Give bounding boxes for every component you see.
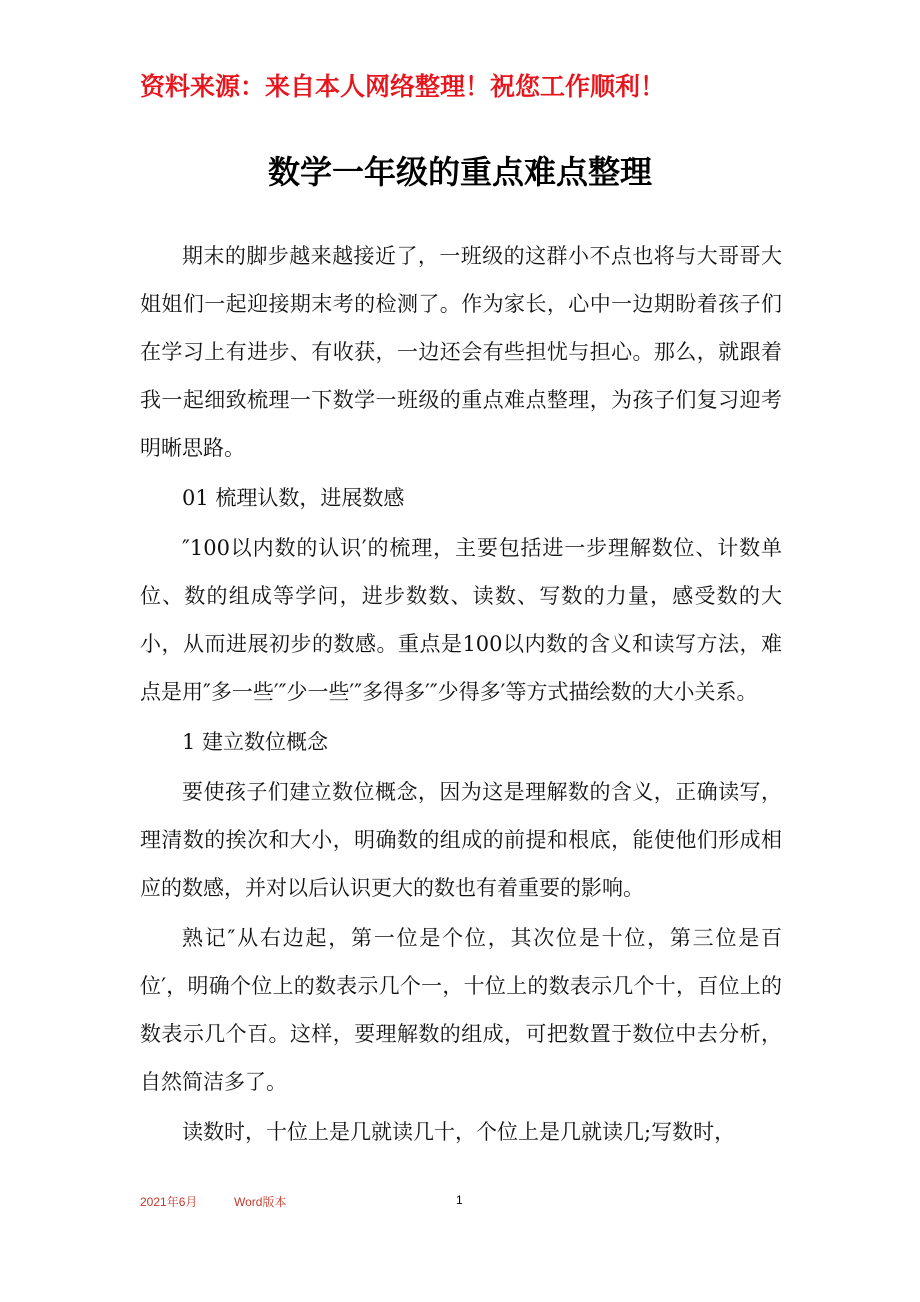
page-footer [140,1193,780,1215]
page-number: 1 [456,1193,463,1207]
paragraph: 读数时，十位上是几就读几十，个位上是几就读几;写数时， [182,1120,736,1144]
paragraph: 要使孩子们建立数位概念，因为这是理解数的含义，正确读写，理清数的挨次和大小，明确数的组成的前提和根底，能使他们形成相应的数感，并对以后认识更大的数也有着重要的影响。 [140,780,782,900]
subsection-heading: 1 建立数位概念 [182,730,329,754]
page-title: 数学一年级的重点难点整理 [267,153,652,191]
footer-date: 2021年6月 [140,1195,198,1209]
paragraph: 熟记″从右边起，第一位是个位，其次位是十位，第三位是百位′，明确个位上的数表示几个一，十位上的数表示几个十，百位上的数表示几个百。这样，要理解数的组成，可把数置于数位中去分析，自然简洁多了。 [140,926,782,1094]
footer-version: Word版本 [234,1195,287,1209]
paragraph-intro: 期末的脚步越来越接近了，一班级的这群小不点也将与大哥哥大姐姐们一起迎接期末考的检测了。作为家长，心中一边期盼着孩子们在学习上有进步、有收获，一边还会有些担忧与担心。那么，就跟着我一起细致梳理一下数学一班级的重点难点整理，为孩子们复习迎考明晰思路。 [140,244,782,460]
section-heading: 01 梳理认数，进展数感 [182,486,405,510]
source-banner: 资料来源：来自本人网络整理！祝您工作顺利！ [140,72,666,101]
paragraph: ″100以内数的认识′的梳理，主要包括进一步理解数位、计数单位、数的组成等学问，进步数数、读数、写数的力量，感受数的大小，从而进展初步的数感。重点是100以内数的含义和读写方法，难点是用″多一些′″少一些′″多得多′″少得多′等方式描绘数的大小关系。 [140,536,782,704]
document-body [140,232,782,1158]
